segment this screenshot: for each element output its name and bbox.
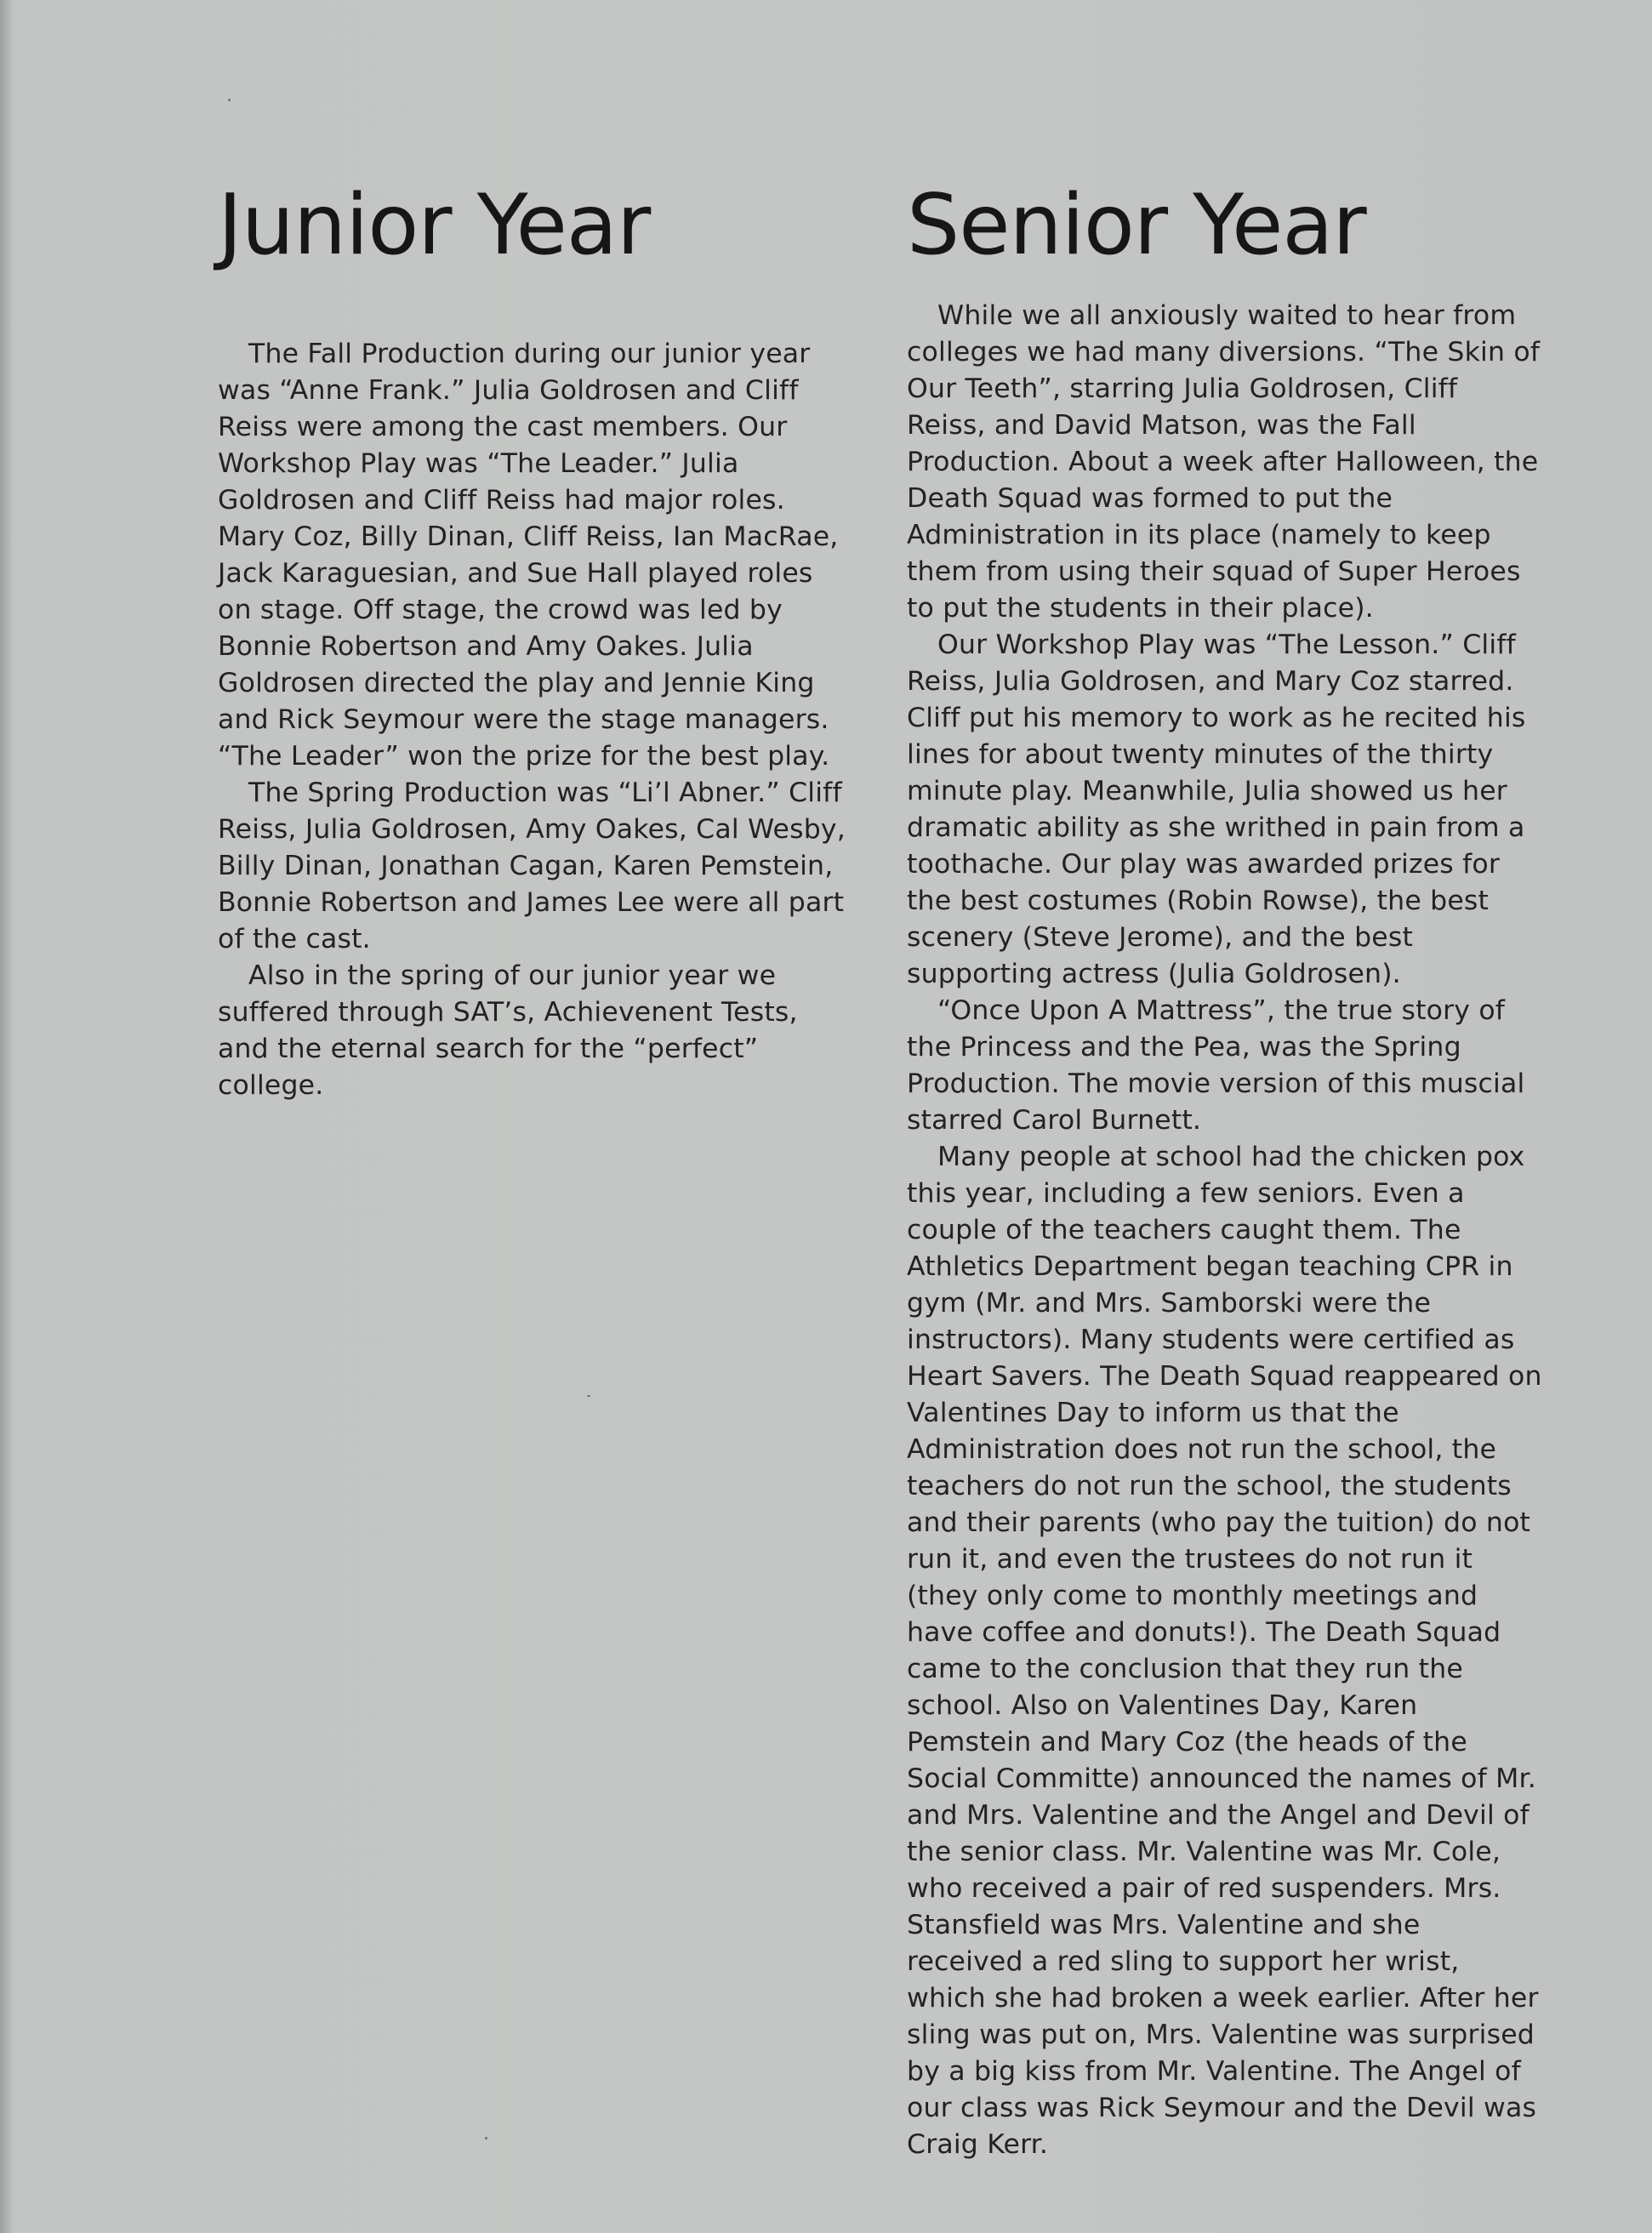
senior-year-heading: Senior Year (907, 177, 1366, 274)
paper-speck (228, 99, 231, 101)
senior-paragraph-3: “Once Upon A Mattress”, the true story of the Princess and the Pea, was the Spring Production. The movie version of this muscial starred Carol Burnett. (907, 995, 1525, 1136)
junior-paragraph-3: Also in the spring of our junior year we suffered through SAT’s, Achievenent Tests, and the eternal search for the “perfect” college. (218, 960, 798, 1101)
junior-year-heading: Junior Year (218, 177, 651, 274)
junior-year-body (218, 336, 847, 1104)
junior-paragraph-2: The Spring Production was “Li’l Abner.” Cliff Reiss, Julia Goldrosen, Amy Oakes, Cal Wesby, Billy Dinan, Jonathan Cagan, Karen Pemstein, Bonnie Robertson and James Lee were all part of the cast. (218, 778, 846, 954)
junior-year-column (218, 170, 847, 1104)
senior-year-column (907, 170, 1545, 2163)
senior-year-body (907, 298, 1545, 2163)
binding-edge (0, 0, 12, 2233)
junior-paragraph-1: The Fall Production during our junior year was “Anne Frank.” Julia Goldrosen and Cliff Reiss were among the cast members. Our Workshop Play was “The Leader.” Julia Goldrosen and Cliff Reiss had major roles. Mary Coz, Billy Dinan, Cliff Reiss, Ian MacRae, Jack Karaguesian, and Sue Hall played roles on stage. Off stage, the crowd was led by Bonnie Robertson and Amy Oakes. Julia Goldrosen directed the play and Jennie King and Rick Seymour were the stage managers. “The Leader” won the prize for the best play. (218, 339, 839, 772)
senior-paragraph-2: Our Workshop Play was “The Lesson.” Cliff Reiss, Julia Goldrosen, and Mary Coz starred. Cliff put his memory to work as he recited his lines for about twenty minutes of the thirty minute play. Meanwhile, Julia showed us her dramatic ability as she writhed in pain from a toothache. Our play was awarded prizes for the best costumes (Robin Rowse), the best scenery (Steve Jerome), and the best supporting actress (Julia Goldrosen). (907, 629, 1526, 989)
paper-speck (587, 1395, 590, 1397)
paper-speck (485, 2137, 487, 2139)
senior-paragraph-4: Many people at school had the chicken pox this year, including a few seniors. Even a couple of the teachers caught them. The Athletics Department began teaching CPR in gym (Mr. and Mrs. Samborski were the instructors). Many students were certified as Heart Savers. The Death Squad reappeared on Valentines Day to inform us that the Administration does not run the school, the teachers do not run the school, the students and their parents (who pay the tuition) do not run it, and even the trustees do not run it (they only come to monthly meetings and have coffee and donuts!). The Death Squad came to the conclusion that they run the school. Also on Valentines Day, Karen Pemstein and Mary Coz (the heads of the Social Committe) announced the names of Mr. and Mrs. Valentine and the Angel and Devil of the senior class. Mr. Valentine was Mr. Cole, who received a pair of red suspenders. Mrs. Stansfield was Mrs. Valentine and she received a red sling to support her wrist, which she had broken a week earlier. After her sling was put on, Mrs. Valentine was surprised by a big kiss from Mr. Valentine. The Angel of our class was Rick Seymour and the Devil was Craig Kerr. (907, 1142, 1542, 2160)
senior-paragraph-1: While we all anxiously waited to hear from colleges we had many diversions. “The Skin of Our Teeth”, starring Julia Goldrosen, Cliff Reiss, and David Matson, was the Fall Production. About a week after Halloween, the Death Squad was formed to put the Administration in its place (namely to keep them from using their squad of Super Heroes to put the students in their place). (907, 300, 1541, 624)
